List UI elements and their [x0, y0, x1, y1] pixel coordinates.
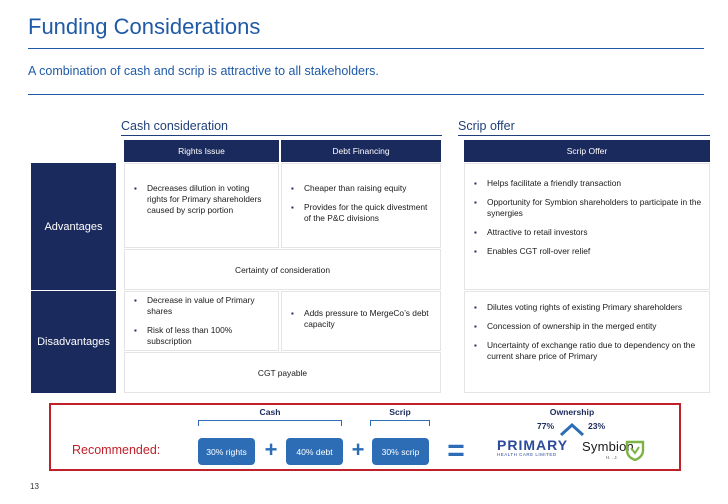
primary-health-care-logo [497, 437, 569, 462]
cell-disadvantages-cash-common [124, 352, 441, 393]
cash-common-advantage: Certainty of consideration [235, 264, 330, 275]
ownership-symbion-percent: 23% [588, 421, 606, 431]
cell-advantages-scrip [464, 163, 710, 290]
cell-disadvantages-rights [124, 291, 279, 351]
symbion-shield-icon [624, 439, 646, 461]
bullet-item: ▪ Uncertainty of exchange ratio due to dependency on the current share price of Primary [487, 340, 703, 362]
row-label-disadvantages: Disadvantages [31, 291, 116, 393]
ownership-split-arrow-icon [559, 422, 585, 436]
symbion-logo [582, 437, 650, 465]
page-number: 13 [30, 482, 39, 491]
cell-disadvantages-scrip [464, 291, 710, 393]
equals-icon: = [447, 434, 465, 467]
page-subtitle: A combination of cash and scrip is attractive to all stakeholders. [28, 64, 379, 78]
bullet-item: ▪ Risk of less than 100% subscription [147, 325, 272, 347]
column-header-rights-issue: Rights Issue [124, 140, 279, 162]
primary-logo-subtitle: HEALTH CARE LIMITED [497, 452, 557, 457]
ownership-label: Ownership [549, 407, 595, 417]
scrip-pill: 30% scrip [372, 438, 429, 465]
scrip-group-bracket [370, 420, 430, 426]
recommended-label: Recommended: [72, 443, 161, 457]
rights-pill: 30% rights [198, 438, 255, 465]
bullet-item: ▪ Opportunity for Symbion shareholders to participate in the synergies [487, 197, 703, 219]
bullet-item: ▪ Cheaper than raising equity [304, 183, 434, 194]
subtitle-divider [28, 94, 704, 95]
page-title: Funding Considerations [28, 14, 261, 39]
bullet-item: ▪ Decrease in value of Primary shares [147, 295, 272, 317]
bullet-item: ▪ Enables CGT roll-over relief [487, 246, 703, 257]
title-divider [28, 48, 704, 49]
column-header-debt-financing: Debt Financing [281, 140, 441, 162]
cash-group-bracket [198, 420, 342, 426]
cash-group-label: Cash [259, 407, 281, 417]
cell-disadvantages-debt [281, 291, 441, 351]
bullet-item: ▪ Adds pressure to MergeCo’s debt capacity [304, 308, 434, 330]
ownership-primary-percent: 77% [537, 421, 555, 431]
row-label-advantages: Advantages [31, 163, 116, 290]
scrip-group-label: Scrip [389, 407, 411, 417]
bullet-item: ▪ Attractive to retail investors [487, 227, 703, 238]
scrip-offer-heading: Scrip offer [458, 119, 710, 136]
cell-advantages-debt [281, 163, 441, 248]
cash-consideration-heading: Cash consideration [121, 119, 442, 136]
cell-advantages-cash-common [124, 249, 441, 290]
bullet-item: ▪ Provides for the quick divestment of the P&C divisions [304, 202, 434, 224]
bullet-item: ▪ Decreases dilution in voting rights for Primary shareholders caused by scrip portion [147, 183, 272, 216]
cell-advantages-rights [124, 163, 279, 248]
symbion-logo-subtitle: H. . J. [606, 455, 618, 460]
bullet-item: ▪ Concession of ownership in the merged entity [487, 321, 703, 332]
column-header-scrip-offer: Scrip Offer [464, 140, 710, 162]
symbion-logo-wordmark: Symbion [582, 439, 634, 454]
primary-logo-wordmark: PRIMARY [497, 437, 569, 453]
bullet-item: ▪ Helps facilitate a friendly transaction [487, 178, 703, 189]
plus-icon: + [351, 437, 365, 462]
plus-icon: + [264, 437, 278, 462]
cash-common-disadvantage: CGT payable [257, 367, 308, 378]
debt-pill: 40% debt [286, 438, 343, 465]
bullet-item: ▪ Dilutes voting rights of existing Primary shareholders [487, 302, 703, 313]
